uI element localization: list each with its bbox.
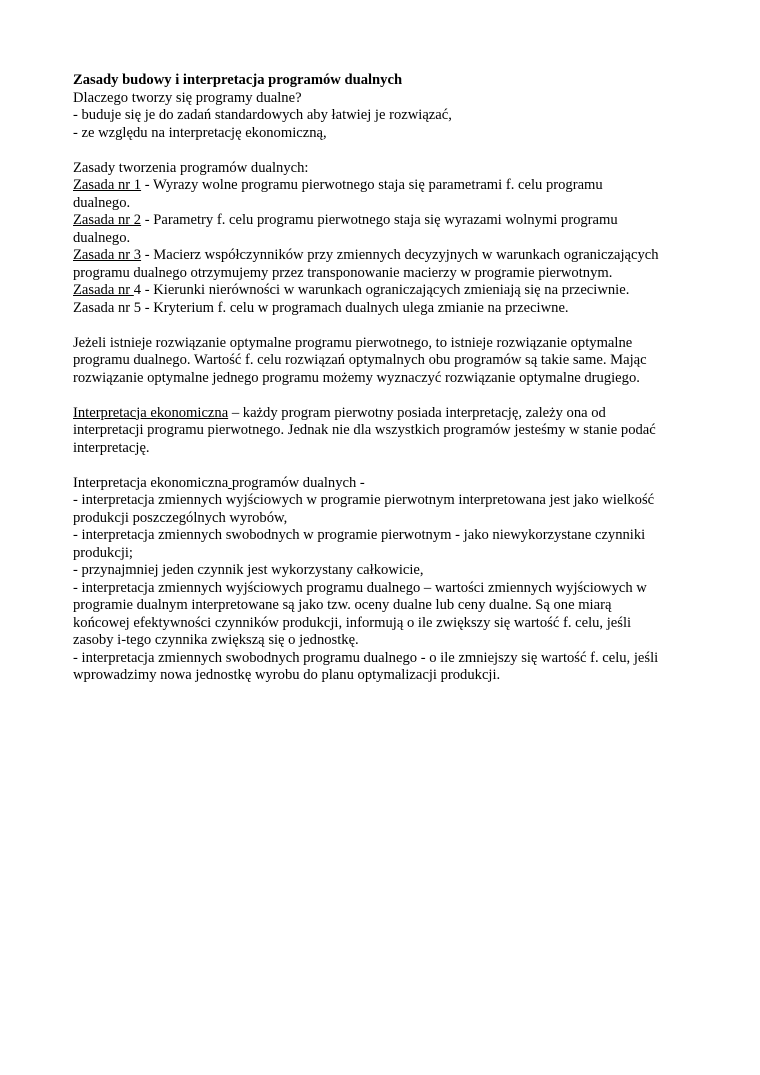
rule-1 [73, 177, 693, 195]
econ-line-1 [73, 405, 693, 423]
document-body [73, 72, 693, 685]
intro-reason-1: - buduje się je do zadań standardowych aby łatwiej je rozwiązać, [73, 107, 452, 123]
rule-2 [73, 212, 693, 230]
dual-line-8: końcowej efektywności czynników produkcji, informują o ile zwiększy się wartość f. celu, jeśli [73, 614, 632, 631]
dual-line-6: - interpretacja zmiennych wyjściowych programu dualnego – wartości zmiennych wyjściowych w [73, 579, 647, 596]
dual-line-5: - przynajmniej jeden czynnik jest wykorzystany całkowicie, [73, 562, 424, 578]
rule-3 [73, 247, 693, 265]
rule-2-continued: dualnego. [73, 229, 131, 246]
dual-line-4: produkcji; [73, 544, 133, 561]
blank-line [73, 142, 693, 160]
rule-3-label: Zasada nr 3 [73, 247, 142, 263]
intro-reason-2: - ze względu na interpretację ekonomiczną, [73, 124, 327, 141]
rule-2-label: Zasada nr 2 [73, 212, 142, 228]
dual-line-2: produkcji poszczególnych wyrobów, [73, 509, 288, 526]
dual-line-1: - interpretacja zmiennych wyjściowych w programie pierwotnym interpretowana jest jako wielkość [73, 492, 655, 508]
rule-3-continued: programu dualnego otrzymujemy przez transponowanie macierzy w programie pierwotnym. [73, 264, 613, 281]
rule-2-text: - Parametry f. celu programu pierwotnego staja się wyrazami wolnymi programu [141, 212, 618, 228]
econ-label: Interpretacja ekonomiczna [73, 404, 229, 421]
dual-heading-part-1: Interpretacja ekonomiczna [73, 474, 229, 491]
dual-line-11: wprowadzimy nowa jednostkę wyrobu do planu optymalizacji produkcji. [73, 667, 501, 683]
econ-line-3: interpretację. [73, 439, 150, 456]
dual-line-3: - interpretacja zmiennych swobodnych w programie pierwotnym - jako niewykorzystane czynniki [73, 527, 646, 543]
dual-line-7: programie dualnym interpretowane są jako tzw. oceny dualne lub ceny dualne. Są one miarą [73, 597, 612, 613]
rule-5: Zasada nr 5 - Kryterium f. celu w programach dualnych ulega zmianie na przeciwne. [73, 299, 569, 316]
rule-4 [73, 282, 693, 300]
document-title: Zasady budowy i interpretacja programów dualnych [73, 72, 403, 88]
rules-heading: Zasady tworzenia programów dualnych: [73, 159, 309, 176]
blank-line [73, 387, 693, 405]
blank-line [73, 317, 693, 335]
rule-1-label: Zasada nr 1 [73, 177, 142, 193]
optimal-paragraph-line-2: programu dualnego. Wartość f. celu rozwiązań optymalnych obu programów są takie same. Mając [73, 352, 647, 368]
dual-heading-part-2: programów dualnych - [231, 474, 365, 491]
rule-3-text: - Macierz współczynników przy zmiennych decyzyjnych w warunkach ograniczających [141, 247, 659, 263]
optimal-paragraph-line-3: rozwiązanie optymalne jednego programu możemy wyznaczyć rozwiązanie optymalne drugiego. [73, 369, 640, 386]
rule-4-text: 4 - Kierunki nierówności w warunkach ograniczających zmieniają się na przeciwnie. [133, 282, 630, 298]
econ-text: – każdy program pierwotny posiada interpretację, zależy ona od [228, 404, 606, 421]
blank-line [73, 457, 693, 475]
dual-line-9: zasoby i-tego czynnika zwiększą się o jednostkę. [73, 632, 359, 648]
dual-heading [73, 475, 693, 493]
econ-line-2: interpretacji programu pierwotnego. Jednak nie dla wszystkich programów jesteśmy w stanie podać [73, 422, 656, 438]
intro-question: Dlaczego tworzy się programy dualne? [73, 89, 302, 106]
rule-1-continued: dualnego. [73, 194, 131, 211]
dual-line-10: - interpretacja zmiennych swobodnych programu dualnego - o ile zmniejszy się wartość f. celu, jeśli [73, 649, 659, 666]
rule-1-text: - Wyrazy wolne programu pierwotnego staja się parametrami f. celu programu [141, 177, 603, 193]
optimal-paragraph-line-1: Jeżeli istnieje rozwiązanie optymalne programu pierwotnego, to istnieje rozwiązanie optymalne [73, 334, 633, 351]
rule-4-label: Zasada nr [73, 282, 134, 298]
